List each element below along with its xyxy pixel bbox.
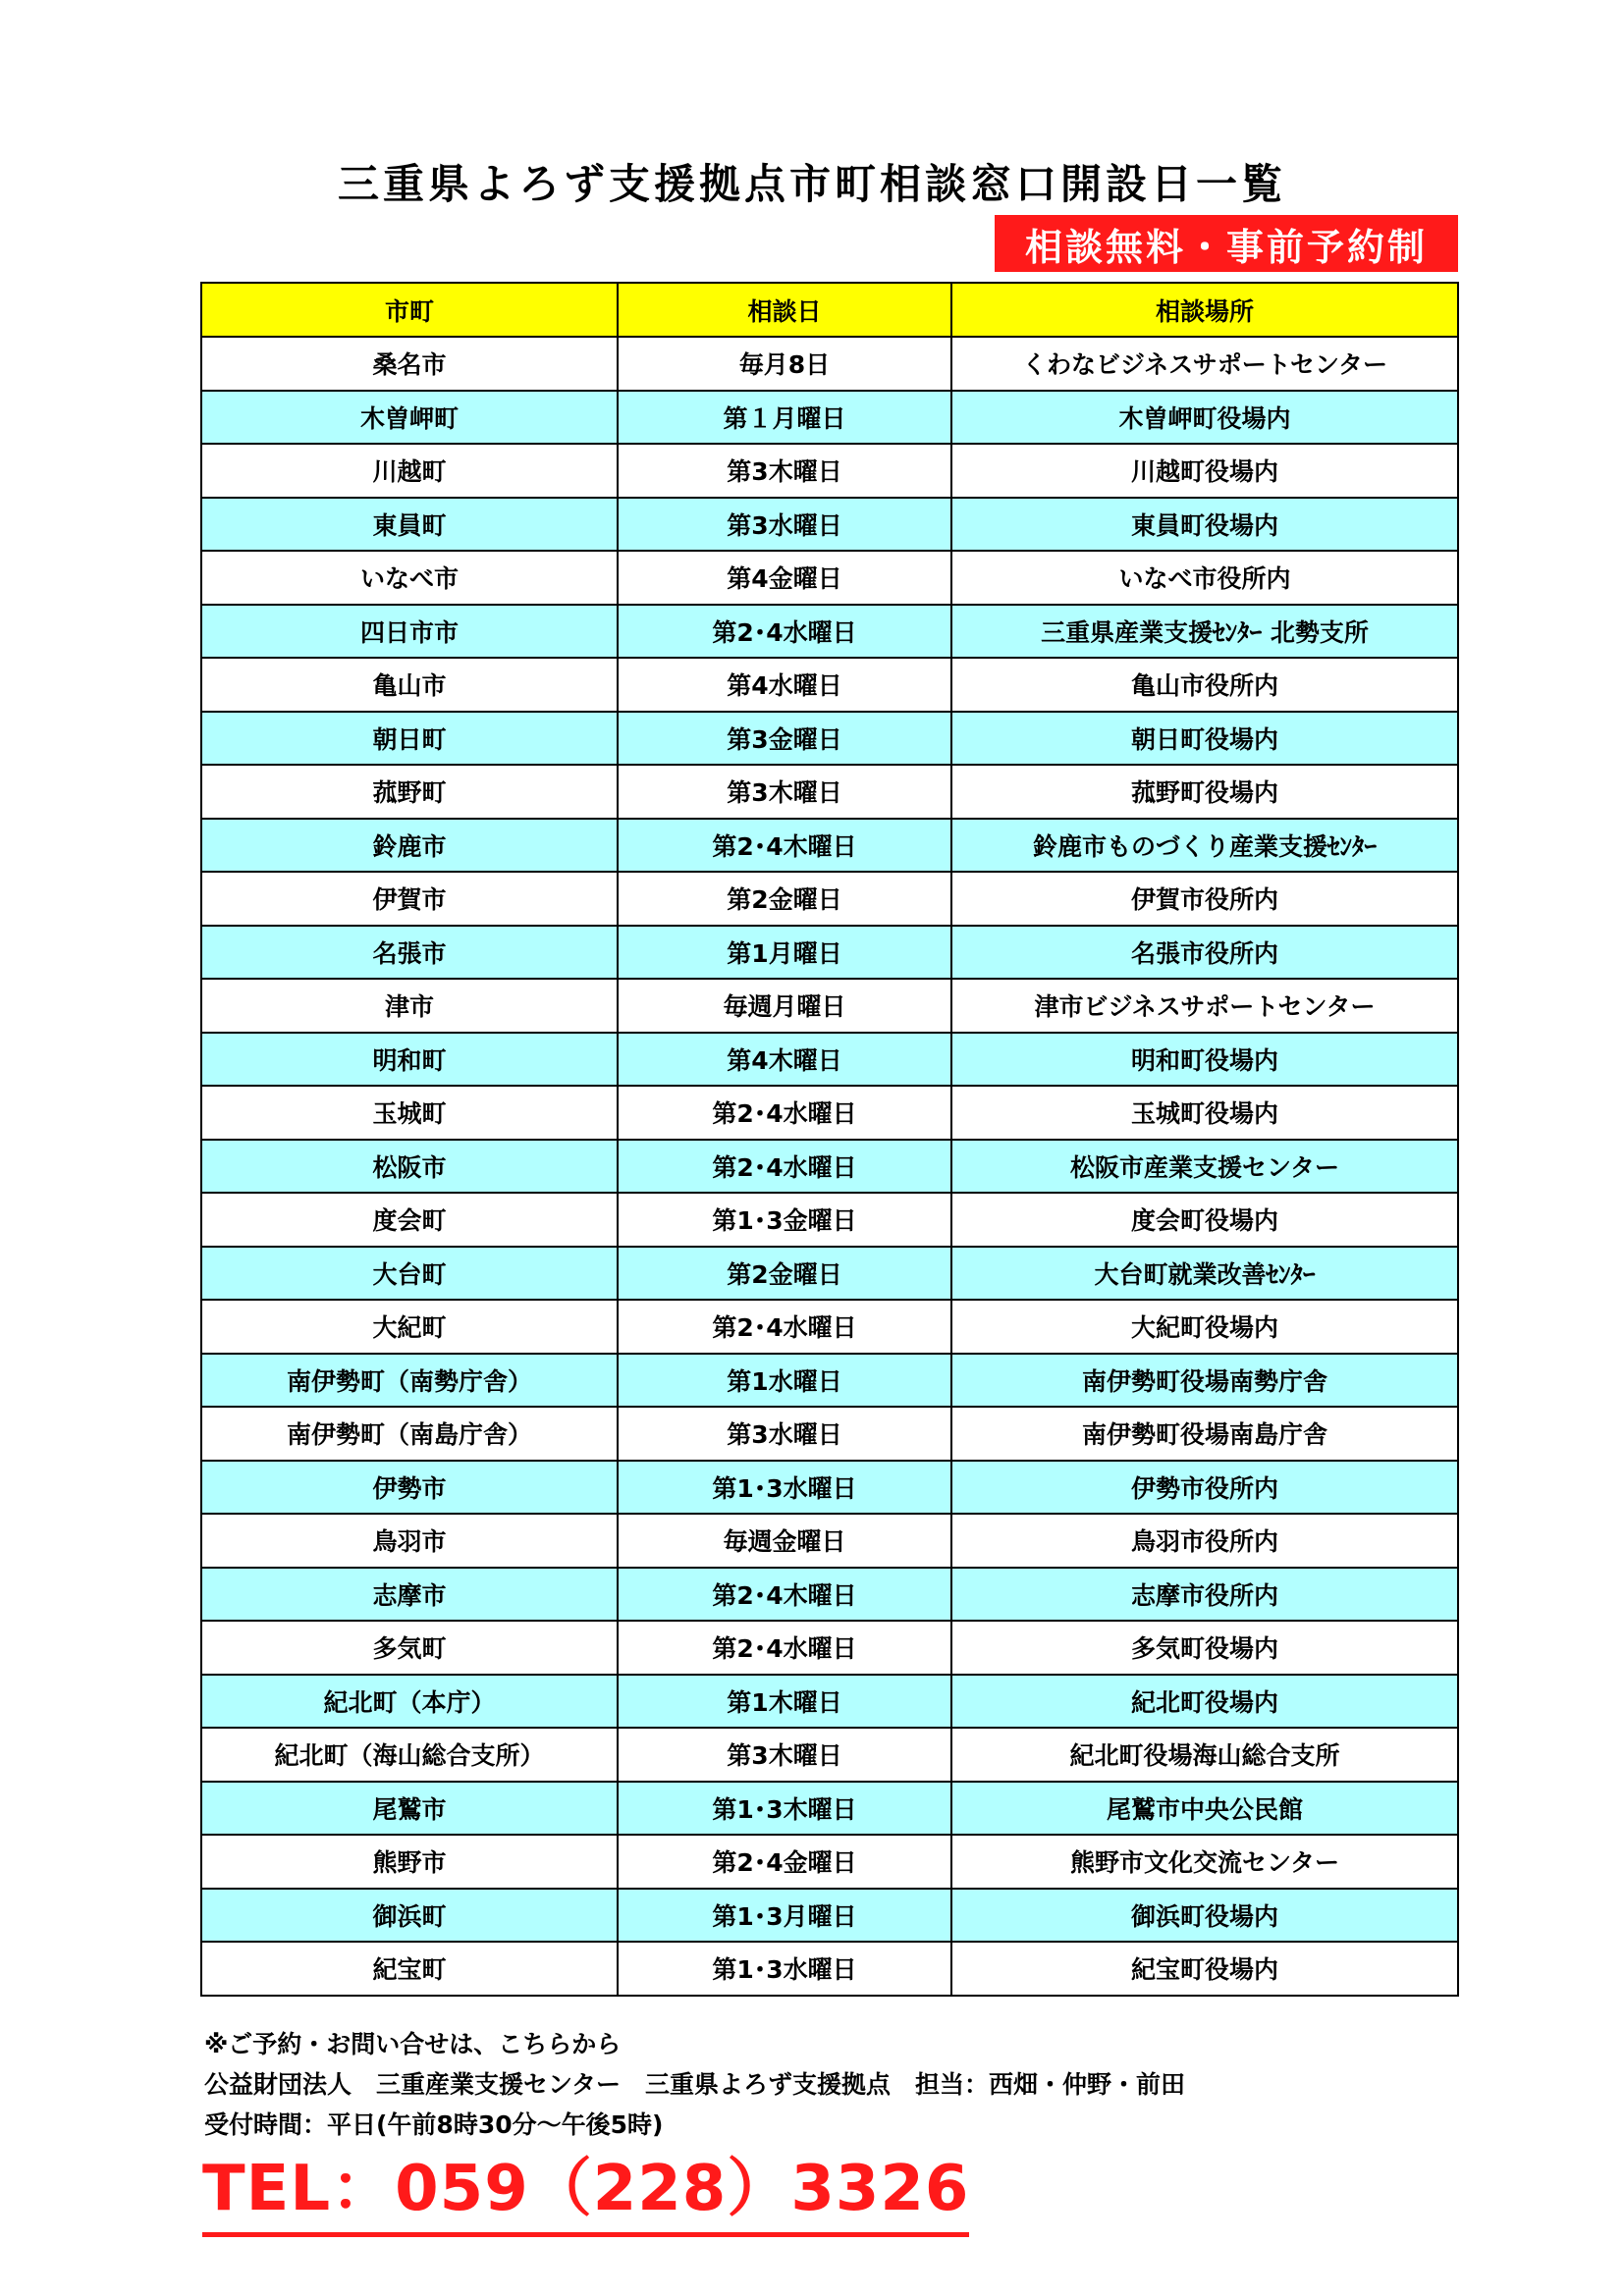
place-cell: 鈴鹿市ものづくり産業支援ｾﾝﾀｰ <box>951 819 1458 873</box>
town-cell: 大台町 <box>201 1247 618 1301</box>
table-row <box>201 1140 1458 1194</box>
day-cell: 毎月8日 <box>618 337 951 391</box>
town-cell: 伊勢市 <box>201 1461 618 1515</box>
day-cell: 第3木曜日 <box>618 765 951 819</box>
town-cell: 木曽岬町 <box>201 391 618 445</box>
table-row <box>201 926 1458 980</box>
table-row <box>201 1514 1458 1568</box>
town-cell: 朝日町 <box>201 712 618 766</box>
place-cell: 菰野町役場内 <box>951 765 1458 819</box>
place-cell: 御浜町役場内 <box>951 1889 1458 1943</box>
table-row <box>201 551 1458 605</box>
table-row <box>201 1889 1458 1943</box>
table-row <box>201 712 1458 766</box>
town-cell: 熊野市 <box>201 1835 618 1889</box>
table-row <box>201 444 1458 498</box>
table-row <box>201 1407 1458 1461</box>
table-row <box>201 337 1458 391</box>
table-row <box>201 1835 1458 1889</box>
reception-hours: 受付時間：平日(午前8時30分～午後5時) <box>204 2110 664 2139</box>
day-cell: 第1水曜日 <box>618 1354 951 1408</box>
table-row <box>201 391 1458 445</box>
town-cell: 桑名市 <box>201 337 618 391</box>
table-row <box>201 1247 1458 1301</box>
town-cell: 東員町 <box>201 498 618 552</box>
table-row <box>201 1193 1458 1247</box>
day-cell: 第2･4木曜日 <box>618 1568 951 1622</box>
place-cell: 川越町役場内 <box>951 444 1458 498</box>
table-row <box>201 1782 1458 1836</box>
town-cell: 名張市 <box>201 926 618 980</box>
day-cell: 第3木曜日 <box>618 444 951 498</box>
place-cell: 熊野市文化交流センター <box>951 1835 1458 1889</box>
day-cell: 毎週金曜日 <box>618 1514 951 1568</box>
place-cell: 紀北町役場海山総合支所 <box>951 1728 1458 1782</box>
day-cell: 毎週月曜日 <box>618 979 951 1033</box>
table-row <box>201 605 1458 659</box>
town-cell: 度会町 <box>201 1193 618 1247</box>
table-row <box>201 1461 1458 1515</box>
place-cell: 伊勢市役所内 <box>951 1461 1458 1515</box>
day-cell: 第1月曜日 <box>618 926 951 980</box>
town-cell: 鈴鹿市 <box>201 819 618 873</box>
town-cell: 伊賀市 <box>201 872 618 926</box>
day-cell: 第1･3水曜日 <box>618 1461 951 1515</box>
day-cell: 第4木曜日 <box>618 1033 951 1087</box>
place-cell: 鳥羽市役所内 <box>951 1514 1458 1568</box>
day-cell: 第2･4木曜日 <box>618 819 951 873</box>
town-cell: 南伊勢町（南島庁舎） <box>201 1407 618 1461</box>
header-place: 相談場所 <box>951 283 1458 337</box>
day-cell: 第2･4水曜日 <box>618 1621 951 1675</box>
free-consultation-badge: 相談無料・事前予約制 <box>995 215 1458 272</box>
town-cell: 多気町 <box>201 1621 618 1675</box>
town-cell: 志摩市 <box>201 1568 618 1622</box>
place-cell: 東員町役場内 <box>951 498 1458 552</box>
town-cell: 明和町 <box>201 1033 618 1087</box>
town-cell: いなべ市 <box>201 551 618 605</box>
table-row <box>201 979 1458 1033</box>
place-cell: 多気町役場内 <box>951 1621 1458 1675</box>
town-cell: 菰野町 <box>201 765 618 819</box>
place-cell: 大紀町役場内 <box>951 1300 1458 1354</box>
place-cell: くわなビジネスサポートセンター <box>951 337 1458 391</box>
contact-organization: 公益財団法人 三重産業支援センター 三重県よろず支援拠点 担当：西畑・仲野・前田 <box>204 2070 1186 2099</box>
day-cell: 第1･3水曜日 <box>618 1942 951 1996</box>
day-cell: 第2･4金曜日 <box>618 1835 951 1889</box>
place-cell: 木曽岬町役場内 <box>951 391 1458 445</box>
place-cell: 紀宝町役場内 <box>951 1942 1458 1996</box>
day-cell: 第3水曜日 <box>618 1407 951 1461</box>
day-cell: 第2･4水曜日 <box>618 1086 951 1140</box>
day-cell: 第2金曜日 <box>618 1247 951 1301</box>
town-cell: 玉城町 <box>201 1086 618 1140</box>
day-cell: 第2･4水曜日 <box>618 605 951 659</box>
town-cell: 亀山市 <box>201 658 618 712</box>
day-cell: 第3水曜日 <box>618 498 951 552</box>
day-cell: 第4金曜日 <box>618 551 951 605</box>
page-title: 三重県よろず支援拠点市町相談窓口開設日一覧 <box>337 160 1286 208</box>
place-cell: 三重県産業支援ｾﾝﾀｰ 北勢支所 <box>951 605 1458 659</box>
place-cell: 亀山市役所内 <box>951 658 1458 712</box>
day-cell: 第3金曜日 <box>618 712 951 766</box>
town-cell: 尾鷲市 <box>201 1782 618 1836</box>
town-cell: 鳥羽市 <box>201 1514 618 1568</box>
day-cell: 第2金曜日 <box>618 872 951 926</box>
consultation-schedule-table <box>200 282 1459 1997</box>
day-cell: 第1･3金曜日 <box>618 1193 951 1247</box>
table-header-row <box>201 283 1458 337</box>
place-cell: 紀北町役場内 <box>951 1675 1458 1729</box>
place-cell: 津市ビジネスサポートセンター <box>951 979 1458 1033</box>
table-row <box>201 1568 1458 1622</box>
place-cell: 尾鷲市中央公民館 <box>951 1782 1458 1836</box>
header-day: 相談日 <box>618 283 951 337</box>
day-cell: 第1･3木曜日 <box>618 1782 951 1836</box>
place-cell: 松阪市産業支援センター <box>951 1140 1458 1194</box>
place-cell: 大台町就業改善ｾﾝﾀｰ <box>951 1247 1458 1301</box>
table-row <box>201 1086 1458 1140</box>
town-cell: 津市 <box>201 979 618 1033</box>
place-cell: 度会町役場内 <box>951 1193 1458 1247</box>
place-cell: 明和町役場内 <box>951 1033 1458 1087</box>
table-row <box>201 1942 1458 1996</box>
day-cell: 第1･3月曜日 <box>618 1889 951 1943</box>
table-row <box>201 498 1458 552</box>
town-cell: 紀北町（海山総合支所） <box>201 1728 618 1782</box>
day-cell: 第2･4水曜日 <box>618 1140 951 1194</box>
table-row <box>201 1033 1458 1087</box>
table-row <box>201 1621 1458 1675</box>
place-cell: 伊賀市役所内 <box>951 872 1458 926</box>
town-cell: 松阪市 <box>201 1140 618 1194</box>
table-row <box>201 1354 1458 1408</box>
place-cell: 志摩市役所内 <box>951 1568 1458 1622</box>
town-cell: 御浜町 <box>201 1889 618 1943</box>
header-town: 市町 <box>201 283 618 337</box>
place-cell: いなべ市役所内 <box>951 551 1458 605</box>
table-row <box>201 1300 1458 1354</box>
day-cell: 第4水曜日 <box>618 658 951 712</box>
place-cell: 朝日町役場内 <box>951 712 1458 766</box>
place-cell: 南伊勢町役場南勢庁舎 <box>951 1354 1458 1408</box>
day-cell: 第１月曜日 <box>618 391 951 445</box>
town-cell: 南伊勢町（南勢庁舎） <box>201 1354 618 1408</box>
table-row <box>201 1675 1458 1729</box>
day-cell: 第1木曜日 <box>618 1675 951 1729</box>
town-cell: 川越町 <box>201 444 618 498</box>
table-row <box>201 765 1458 819</box>
table-row <box>201 819 1458 873</box>
place-cell: 玉城町役場内 <box>951 1086 1458 1140</box>
table-row <box>201 872 1458 926</box>
day-cell: 第2･4水曜日 <box>618 1300 951 1354</box>
town-cell: 大紀町 <box>201 1300 618 1354</box>
town-cell: 四日市市 <box>201 605 618 659</box>
table-row <box>201 1728 1458 1782</box>
place-cell: 名張市役所内 <box>951 926 1458 980</box>
place-cell: 南伊勢町役場南島庁舎 <box>951 1407 1458 1461</box>
telephone-number[interactable]: TEL：059（228）3326 <box>202 2138 969 2237</box>
day-cell: 第3木曜日 <box>618 1728 951 1782</box>
town-cell: 紀宝町 <box>201 1942 618 1996</box>
contact-note: ※ご予約・お問い合せは、こちらから <box>204 2030 622 2058</box>
table-row <box>201 658 1458 712</box>
town-cell: 紀北町（本庁） <box>201 1675 618 1729</box>
